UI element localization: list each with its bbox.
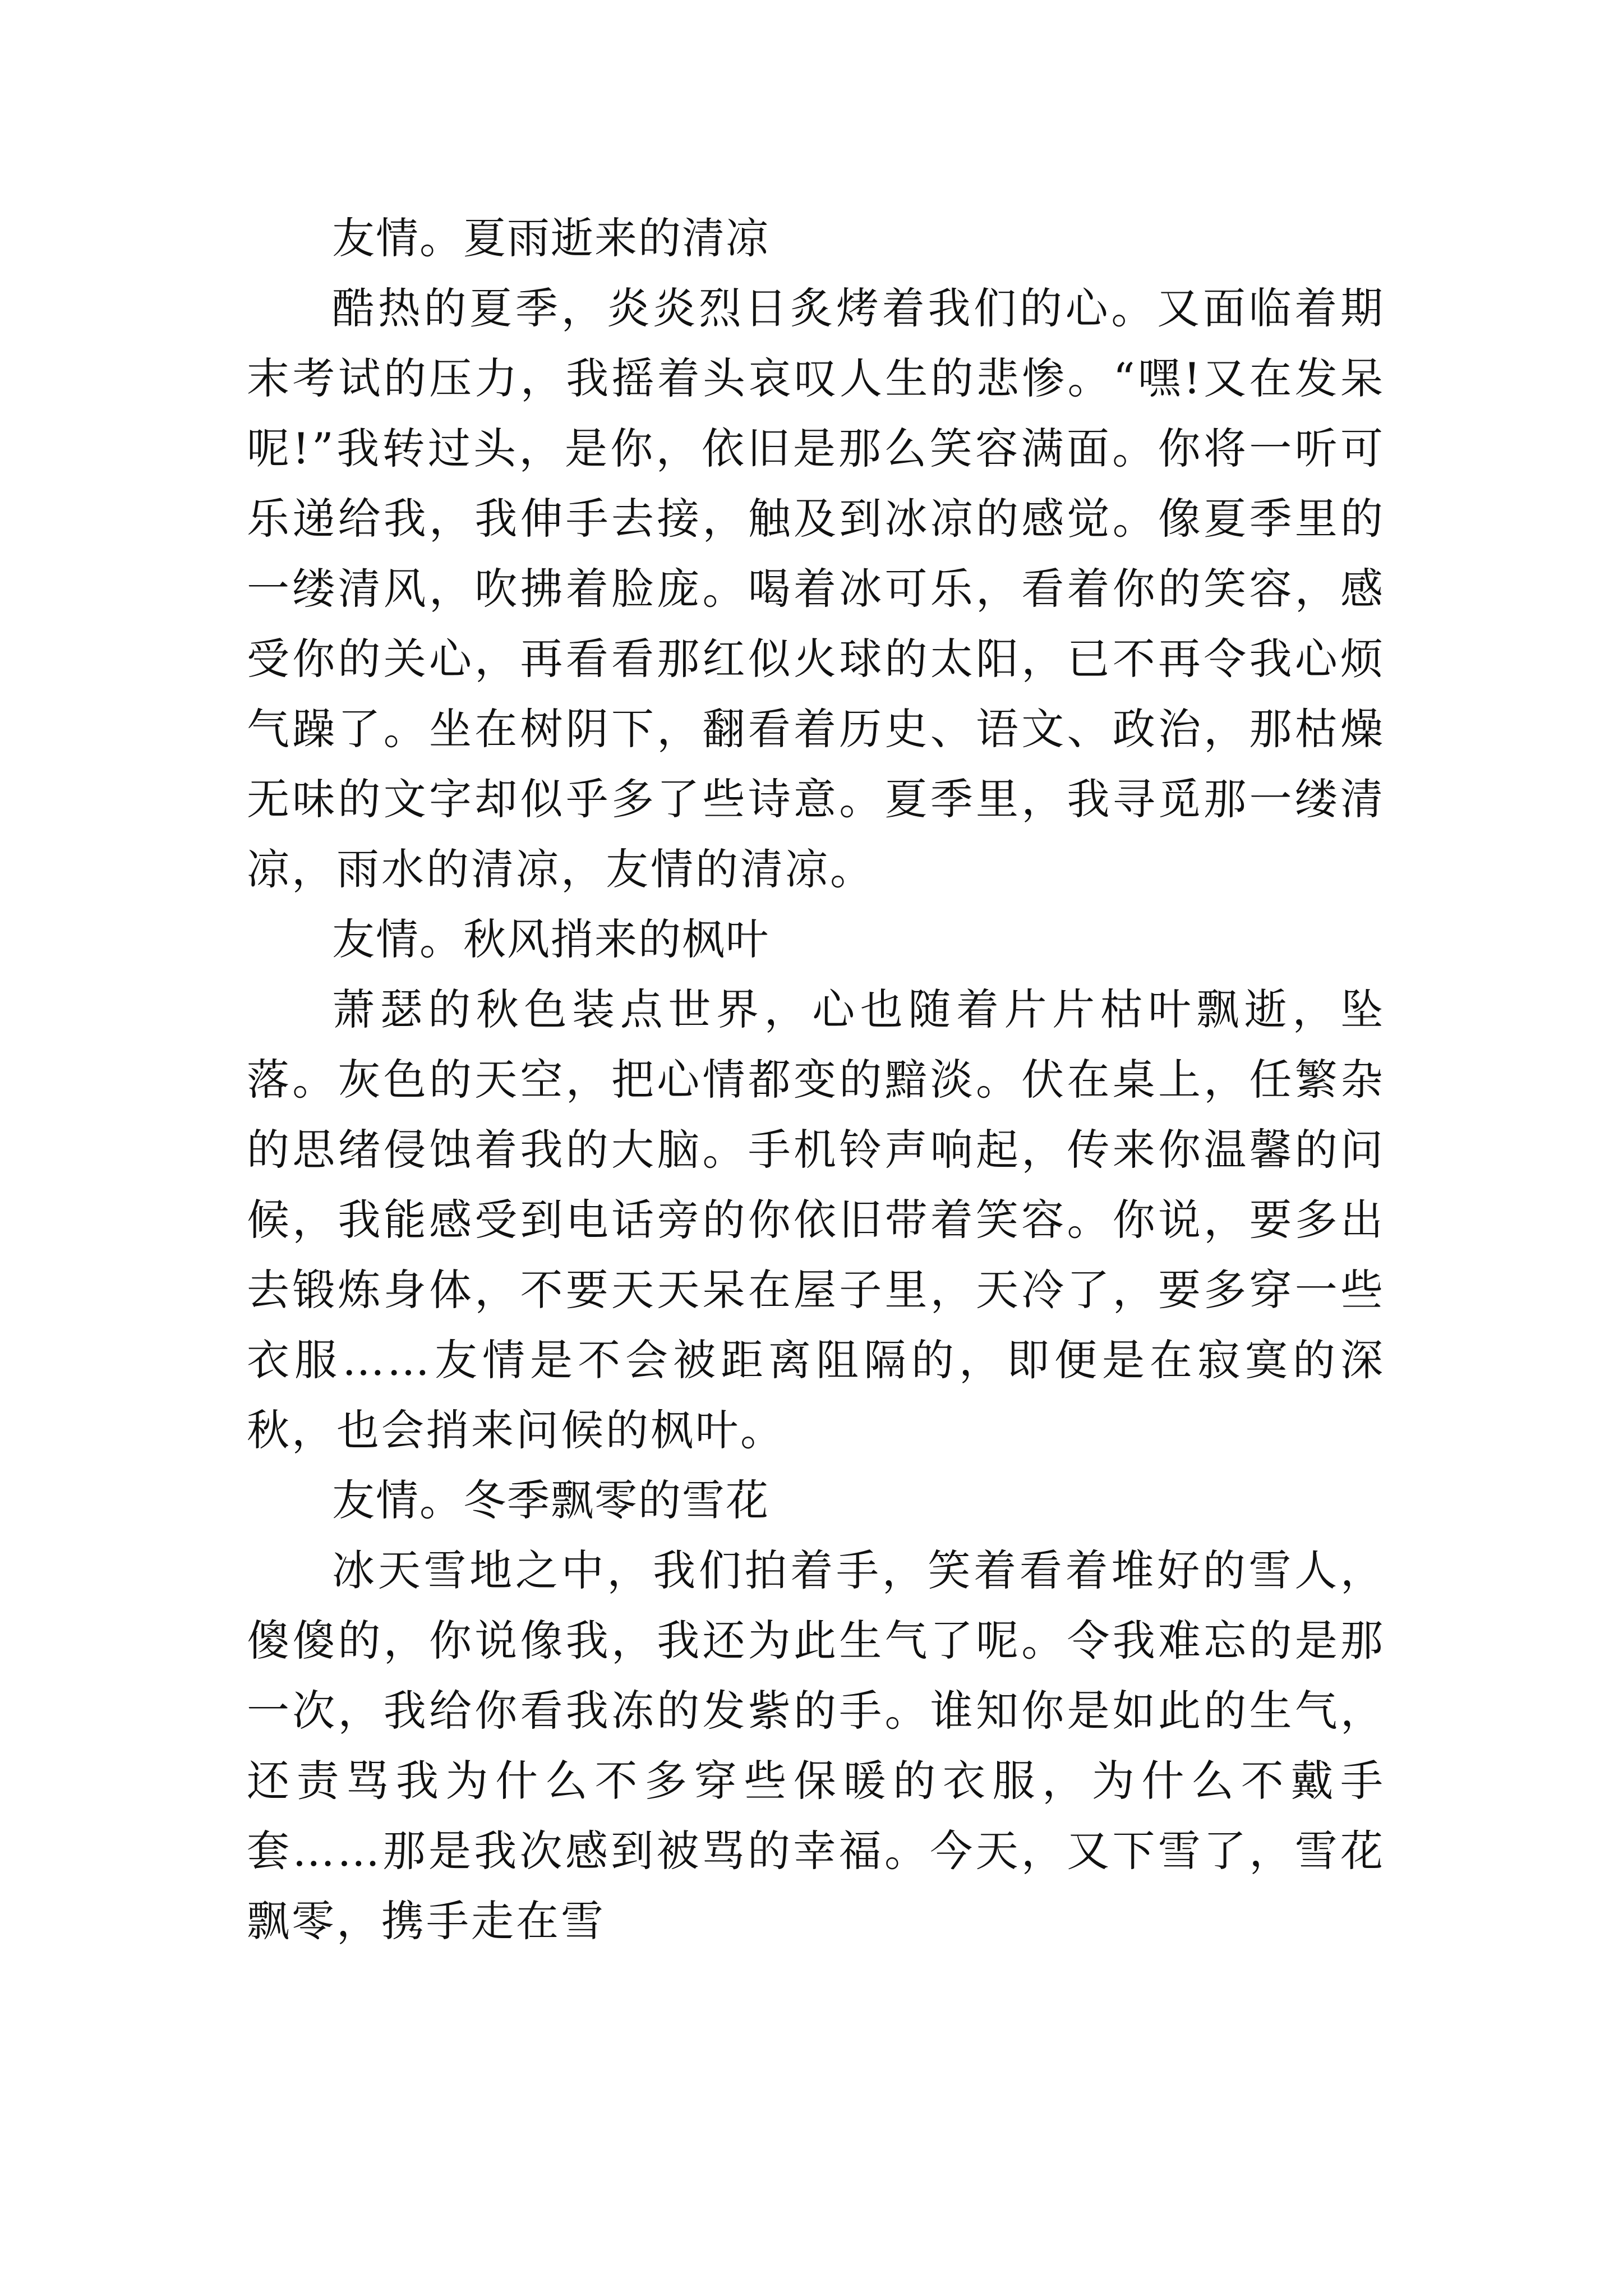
paragraph-autumn: 萧瑟的秋色装点世界，心也随着片片枯叶飘逝，坠落。灰色的天空，把心情都变的黯淡。伏在桌上，任繁杂的思绪侵蚀着我的大脑。手机铃声响起，传来你温馨的问候，我能感受到电话旁的你依旧带着笑容。你说，要多出去锻炼身体，不要天天呆在屋子里，天冷了，要多穿一些衣服……友情是不会被距离阻隔的，即便是在寂寞的深秋，也会捎来问候的枫叶。 [247, 984, 1385, 1455]
section-heading-autumn: 友情。秋风捎来的枫叶 [332, 914, 769, 964]
paragraph-summer: 酷热的夏季，炎炎烈日炙烤着我们的心。又面临着期末考试的压力，我摇着头哀叹人生的悲惨。“嘿!又在发呆呢!”我转过头，是你，依旧是那么笑容满面。你将一听可乐递给我，我伸手去接，触及到冰凉的感觉。像夏季里的一缕清风，吹拂着脸庞。喝着冰可乐，看着你的笑容，感受你的关心，再看看那红似火球的太阳，已不再令我心烦气躁了。坐在树阴下，翻看着历史、语文、政治，那枯燥无味的文字却似乎多了些诗意。夏季里，我寻觅那一缕清凉，雨水的清凉，友情的清凉。 [247, 283, 1385, 894]
document-page [247, 203, 1385, 1956]
paragraph-winter: 冰天雪地之中，我们拍着手，笑着看着堆好的雪人，傻傻的，你说像我，我还为此生气了呢。令我难忘的是那一次，我给你看我冻的发紫的手。谁知你是如此的生气，还责骂我为什么不多穿些保暖的衣服，为什么不戴手套……那是我次感到被骂的幸福。今天，又下雪了，雪花飘零，携手走在雪 [247, 1545, 1385, 1946]
section-heading-summer: 友情。夏雨逝来的清凉 [332, 213, 769, 263]
section-heading-winter: 友情。冬季飘零的雪花 [332, 1475, 769, 1525]
